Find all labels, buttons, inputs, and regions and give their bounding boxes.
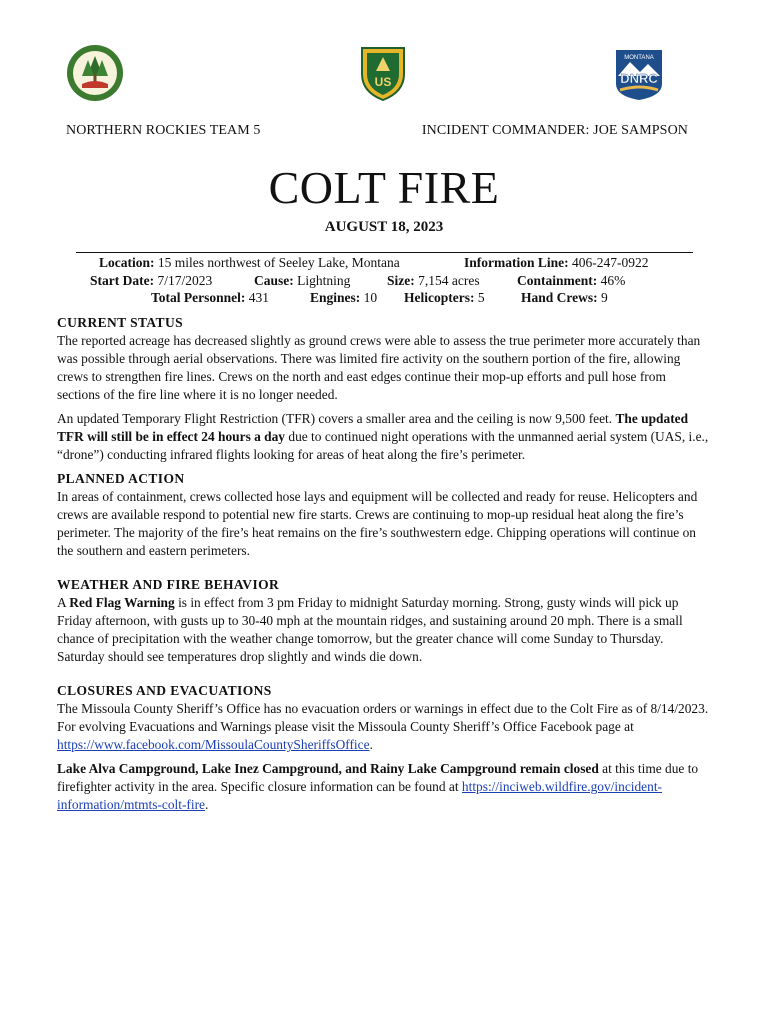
location-value: 15 miles northwest of Seeley Lake, Montana [157,255,400,270]
inciweb-link[interactable]: https://inciweb.wildfire.gov/incident-information/mtmts-colt-fire [57,779,662,812]
size-value: 7,154 acres [418,272,480,288]
incident-commander: INCIDENT COMMANDER: JOE SAMPSON [421,123,688,138]
engines-label: Engines: [310,290,361,305]
campground-closed-bold: Lake Alva Campground, Lake Inez Campground, and Rainy Lake Campground remain closed [57,761,599,776]
personnel-value: 431 [248,290,269,305]
info-line-label: Information Line: [464,255,569,270]
tfr-text-2: due to continued night operations with the unmanned aerial system (UAS, i.e., “drone”) conducting infrared flights looking for areas of heat along the fire’s perimeter. [57,429,709,462]
team-line [66,123,688,141]
montana-dnrc-logo [610,44,668,102]
bulletin-date: AUGUST 18, 2023 [324,219,444,235]
helicopters-label: Helicopters: [404,290,475,305]
weather-heading: WEATHER AND FIRE BEHAVIOR [57,577,280,592]
weather-text: is in effect from 3 pm Friday to midnight Saturday morning. Strong, gusty winds will pick up Friday afternoon, with gusts up to 30-40 mph at the mountain ridges, and sustaining around 20 mph. There is a small chance of precipitation with the weather change tomorrow, but the greater chance will come Sunday to Thursday. Saturday should see temperatures drop slightly and winds die down. [57,595,683,664]
info-line-value: 406-247-0922 [572,255,649,270]
sheriff-facebook-link[interactable]: https://www.facebook.com/MissoulaCountySheriffsOffice [57,737,370,752]
start-date-label: Start Date: [90,272,155,288]
dnrc-logo-small-text: MONTANA [624,55,654,61]
page-title: COLT FIRE [268,162,500,213]
dnrc-logo-text: DNRC [620,71,658,86]
weather-paragraph [57,594,709,666]
campground-period: . [205,797,209,812]
planned-action-paragraph: In areas of containment, crews collected hose lays and equipment will be collected and ready for reuse. Helicopters and crews are available respond to potential new fire starts. Crews are continuing to mop-up residual heat along the fire’s perimeter. The majority of the fire’s heat remains on the fire’s southwestern edge. Chipping operations will continue on the southern and eastern perimeters. [57,489,698,558]
campground-paragraph [57,760,709,814]
closures-period: . [369,737,373,752]
forest-service-shield-logo [358,44,408,102]
current-status-heading: CURRENT STATUS [57,315,184,330]
planned-action-heading: PLANNED ACTION [57,471,185,486]
weather-prefix: A [57,595,66,610]
header-logos [0,44,768,106]
bulletin-body [57,314,709,820]
current-status-paragraph: The reported acreage has decreased slightly as ground crews were able to assess the true perimeter more accurately than was possible through aerial observations. There was limited fire activity on the southern portion of the fire, allowing crews to strengthen fire lines. Crews on the north and east edges continue their mop-up efforts and pull hose from sections of the fire line where it is no longer needed. [57,333,701,402]
helicopters-value: 5 [477,290,485,305]
usfs-logo-text: US [374,75,392,89]
red-flag-warning: Red Flag Warning [69,595,175,610]
engines-value: 10 [363,290,378,305]
closures-heading: CLOSURES AND EVACUATIONS [57,683,272,698]
tfr-text: An updated Temporary Flight Restriction (TFR) covers a smaller area and the ceiling is now 9,500 feet. [57,411,613,426]
cause-value: Lightning [297,272,351,288]
hand-crews-value: 9 [601,290,608,305]
containment-value: 46% [600,272,626,288]
personnel-label: Total Personnel: [151,290,246,305]
northern-rockies-team-logo [66,44,124,102]
tfr-bold: The updated TFR will still be in effect 24 hours a day [57,411,689,444]
containment-label: Containment: [517,272,598,288]
campground-text: at this time due to firefighter activity in the area. Specific closure information can be found at [57,761,699,794]
tfr-paragraph [57,410,709,464]
size-label: Size: [387,272,415,288]
closures-text: The Missoula County Sheriff’s Office has no evacuation orders or warnings in effect due to the Colt Fire as of 8/14/2023. For evolving Evacuations and Warnings please visit the Missoula County Sheriff’s Office Facebook page at [57,701,709,734]
hand-crews-label: Hand Crews: [521,290,598,305]
closures-paragraph [57,700,709,754]
cause-label: Cause: [254,272,294,288]
divider [76,252,693,253]
start-date-value: 7/17/2023 [157,272,213,288]
location-label: Location: [99,255,155,270]
team-name: NORTHERN ROCKIES TEAM 5 [66,123,261,138]
